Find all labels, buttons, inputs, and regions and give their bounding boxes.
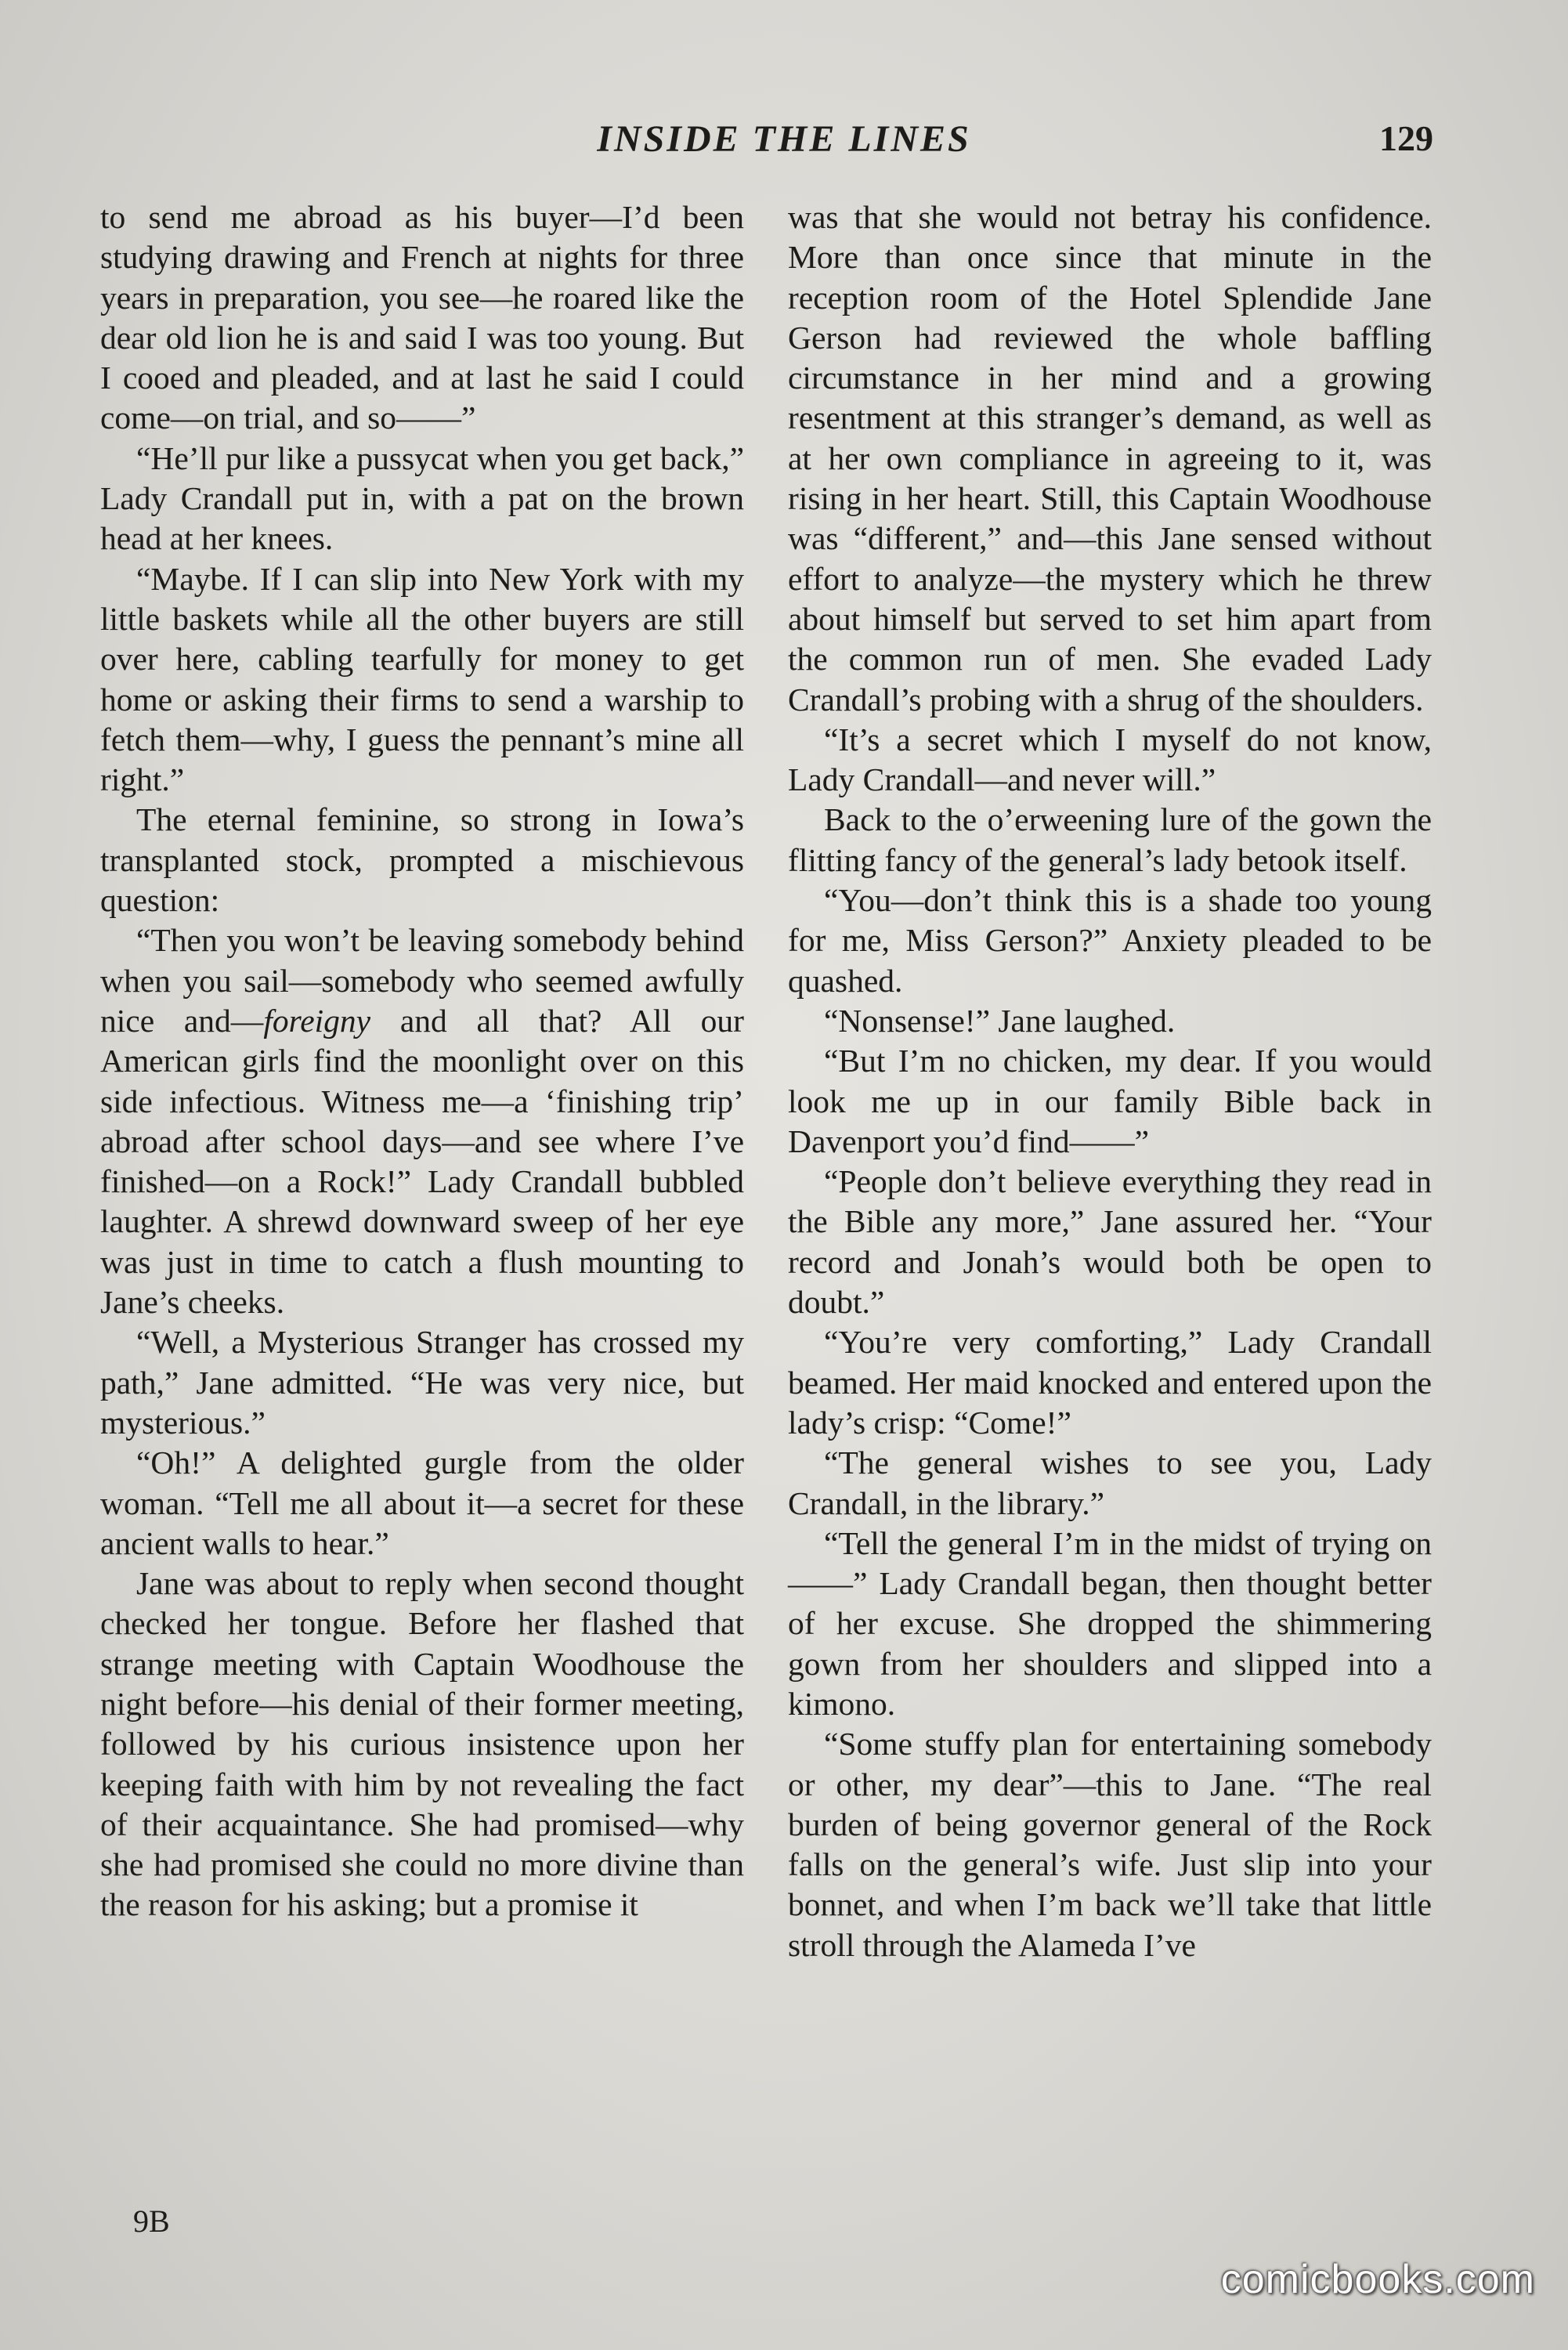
right-column — [788, 197, 1432, 1965]
paragraph: “But I’m no chicken, my dear. If you would look me up in our family Bible back in Davenport you’d find——” — [788, 1043, 1432, 1159]
paragraph: “Oh!” A delighted gurgle from the older woman. “Tell me all about it—a secret for these ancient walls to hear.” — [100, 1444, 744, 1561]
running-title: INSIDE THE LINES — [597, 118, 971, 160]
paragraph: “Tell the general I’m in the midst of trying on——” Lady Crandall began, then thought better of her excuse. She dropped the shimmering gown from her shoulders and slipped into a kimono. — [788, 1524, 1432, 1722]
paragraph: “It’s a secret which I myself do not know, Lady Crandall—and never will.” — [788, 721, 1432, 798]
paragraph: “You’re very comforting,” Lady Crandall beamed. Her maid knocked and entered upon the lady’s crisp: “Come!” — [788, 1324, 1432, 1441]
running-head — [0, 118, 1568, 172]
paragraph: “Well, a Mysterious Stranger has crossed my path,” Jane admitted. “He was very nice, but mysterious.” — [100, 1324, 744, 1441]
paragraph: “You—don’t think this is a shade too young for me, Miss Gerson?” Anxiety pleaded to be quashed. — [788, 882, 1432, 999]
paragraph: The eternal feminine, so strong in Iowa’s transplanted stock, prompted a mischievous question: — [100, 801, 744, 919]
paragraph: “He’ll pur like a pussycat when you get back,” Lady Crandall put in, with a pat on the brown head at her knees. — [100, 439, 744, 557]
paragraph: Back to the o’erweening lure of the gown the flitting fancy of the general’s lady betook itself. — [788, 801, 1432, 878]
paragraph: “Some stuffy plan for entertaining somebody or other, my dear”—this to Jane. “The real burden of being governor general of the Rock falls on the general’s wife. Just slip into your bonnet, and when I’m back we’ll take that little stroll through the Alameda I’ve — [788, 1726, 1432, 1963]
watermark: comicbooks.com — [1220, 2257, 1535, 2302]
left-column — [100, 197, 744, 1925]
paragraph: “Maybe. If I can slip into New York with my little baskets while all the other buyers are still over here, cabling tearfully for money to get home or asking their firms to send a warship to fetch them—why, I guess the pennant’s mine all right.” — [100, 560, 744, 798]
paragraph: “People don’t believe everything they read in the Bible any more,” Jane assured her. “Your record and Jonah’s would both be open to doubt.” — [788, 1163, 1432, 1321]
page-number: 129 — [1379, 118, 1433, 158]
paragraph: Jane was about to reply when second thought checked her tongue. Before her flashed that strange meeting with Captain Woodhouse the night before—his denial of their former meeting, followed by his curious insistence upon her keeping faith with him by not revealing the fact of their acquaintance. She had promised—why she had promised she could no more divine than the reason for his asking; but a promise it — [100, 1565, 744, 1923]
paragraph: was that she would not betray his confidence. More than once since that minute in the reception room of the Hotel Splendide Jane Gerson had reviewed the whole baffling circumstance in her mind and a growing resentment at this stranger’s demand, as well as at her own compliance in agreeing to it, was rising in her heart. Still, this Captain Woodhouse was “different,” and—this Jane sensed without effort to analyze—the mystery which he threw about himself but served to set him apart from the common run of men. She evaded Lady Crandall’s probing with a shrug of the shoulders. — [788, 199, 1432, 718]
paragraph: “Then you won’t be leaving somebody behind when you sail—somebody who seemed awfully nice and—foreigny and all that? All our American girls find the moonlight over on this side infectious. Witness me—a ‘finishing trip’ abroad after school days—and see where I’ve finished—on a Rock!” Lady Crandall bubbled laughter. A shrewd downward sweep of her eye was just in time to catch a flush mounting to Jane’s cheeks. — [100, 922, 745, 1321]
paragraph: “The general wishes to see you, Lady Crandall, in the library.” — [788, 1444, 1432, 1521]
paragraph: “Nonsense!” Jane laughed. — [824, 1002, 1176, 1039]
signature-mark: 9B — [133, 2204, 170, 2239]
paragraph: to send me abroad as his buyer—I’d been studying drawing and French at nights for three years in preparation, you see—he roared like the dear old lion he is and said I was too young. But I cooed and pleaded, and at last he said I could come—on trial, and so——” — [100, 199, 744, 436]
